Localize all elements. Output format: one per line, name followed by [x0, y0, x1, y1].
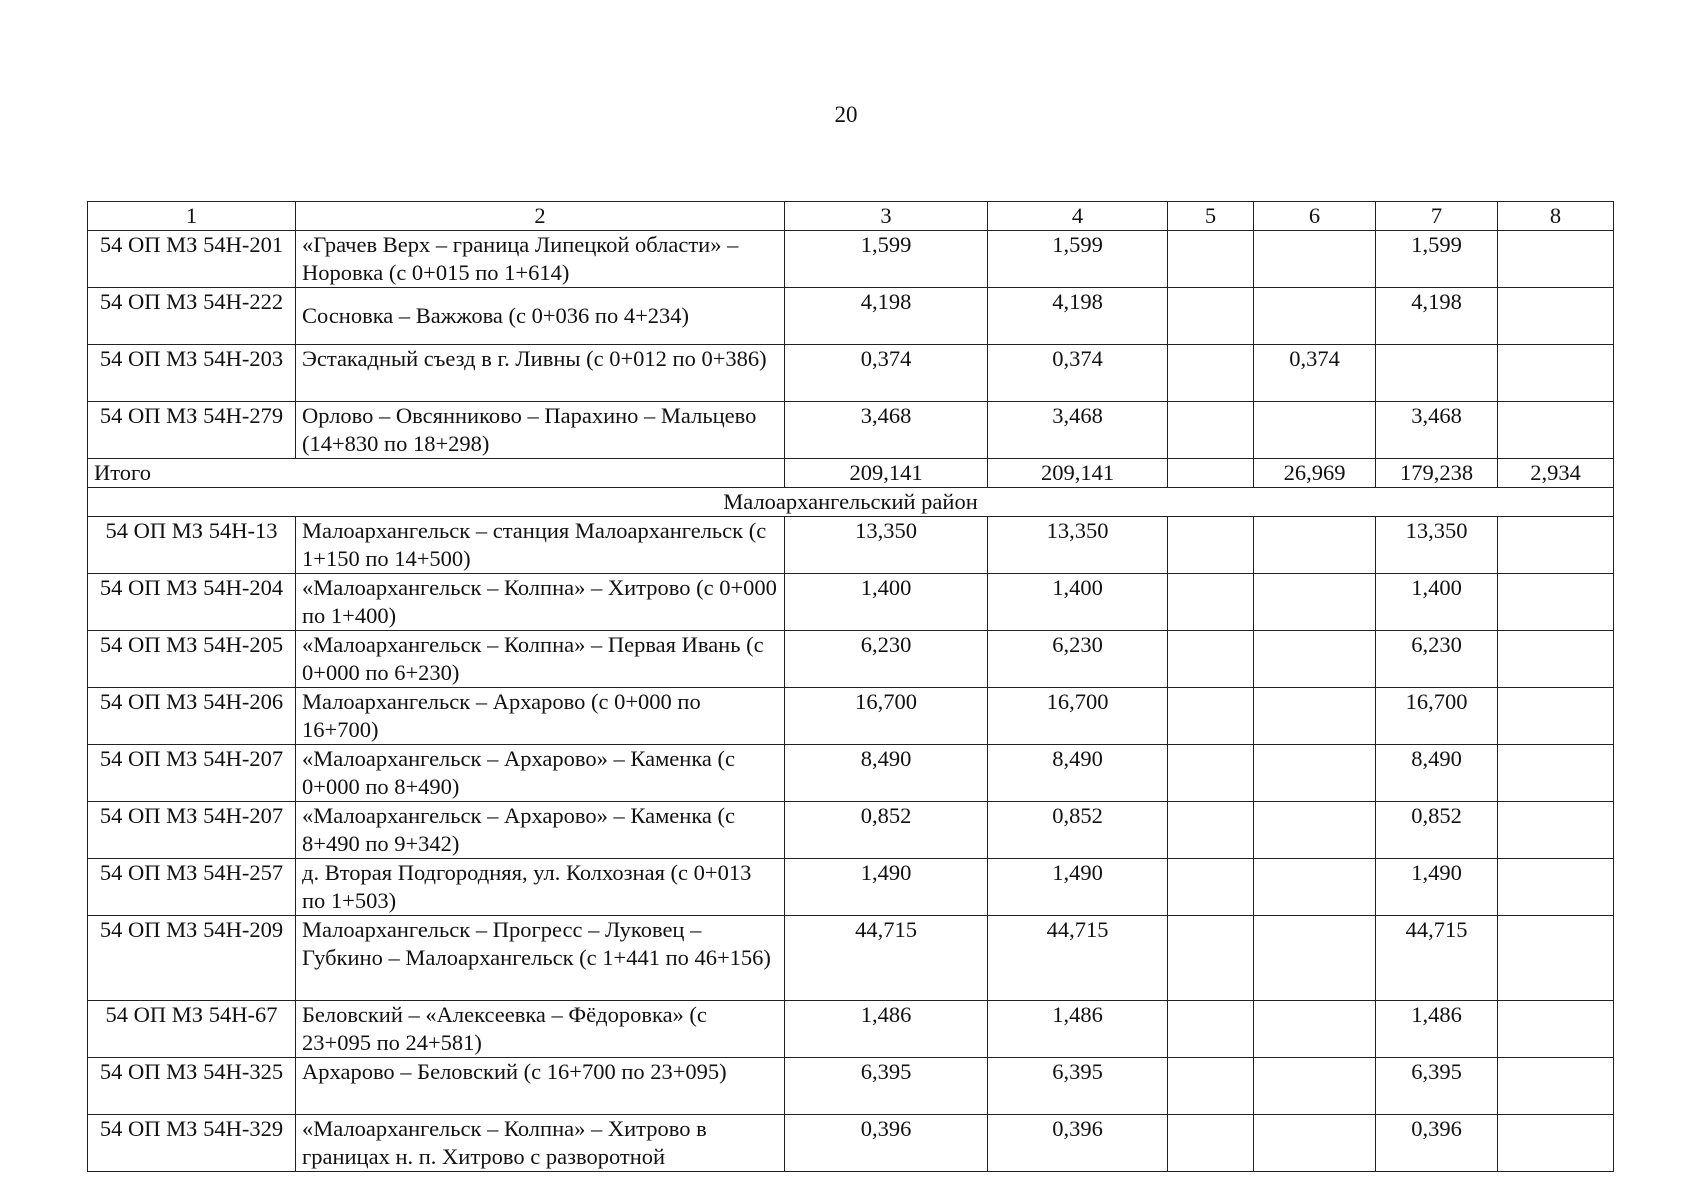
road-code: 54 ОП МЗ 54Н-204 — [88, 574, 296, 631]
cell-col4: 1,490 — [988, 859, 1168, 916]
road-name: «Малоархангельск – Архарово» – Каменка (с 8+490 по 9+342) — [296, 802, 785, 859]
cell-col3: 1,400 — [785, 574, 988, 631]
roads-table — [87, 201, 1614, 1172]
cell-col7: 6,395 — [1376, 1058, 1498, 1115]
column-header: 3 — [785, 202, 988, 231]
cell-col3: 0,374 — [785, 345, 988, 402]
table-row — [88, 688, 1614, 745]
cell-col3: 6,395 — [785, 1058, 988, 1115]
cell-col6 — [1254, 1001, 1376, 1058]
cell-col3: 4,198 — [785, 288, 988, 345]
road-name: Эстакадный съезд в г. Ливны (с 0+012 по 0+386) — [296, 345, 785, 402]
cell-col8 — [1498, 688, 1614, 745]
column-header: 5 — [1168, 202, 1254, 231]
cell-col8 — [1498, 345, 1614, 402]
table-row — [88, 916, 1614, 1001]
cell-col8 — [1498, 631, 1614, 688]
road-code: 54 ОП МЗ 54Н-207 — [88, 802, 296, 859]
cell-col8 — [1498, 745, 1614, 802]
total-label: Итого — [88, 459, 785, 488]
cell-col6 — [1254, 745, 1376, 802]
road-code: 54 ОП МЗ 54Н-207 — [88, 745, 296, 802]
cell-col6 — [1254, 402, 1376, 459]
total-col5 — [1168, 459, 1254, 488]
cell-col8 — [1498, 1001, 1614, 1058]
cell-col8 — [1498, 402, 1614, 459]
column-header: 6 — [1254, 202, 1376, 231]
cell-col5 — [1168, 631, 1254, 688]
cell-col7: 3,468 — [1376, 402, 1498, 459]
cell-col5 — [1168, 517, 1254, 574]
cell-col6 — [1254, 916, 1376, 1001]
cell-col6 — [1254, 574, 1376, 631]
road-name: «Малоархангельск – Колпна» – Хитрово (с 0+000 по 1+400) — [296, 574, 785, 631]
road-code: 54 ОП МЗ 54Н-222 — [88, 288, 296, 345]
cell-col4: 44,715 — [988, 916, 1168, 1001]
road-code: 54 ОП МЗ 54Н-13 — [88, 517, 296, 574]
cell-col6 — [1254, 631, 1376, 688]
cell-col7: 0,852 — [1376, 802, 1498, 859]
cell-col4: 6,395 — [988, 1058, 1168, 1115]
cell-col6 — [1254, 802, 1376, 859]
cell-col5 — [1168, 859, 1254, 916]
cell-col3: 1,486 — [785, 1001, 988, 1058]
cell-col4: 1,599 — [988, 231, 1168, 288]
cell-col3: 44,715 — [785, 916, 988, 1001]
cell-col5 — [1168, 231, 1254, 288]
column-header: 7 — [1376, 202, 1498, 231]
cell-col5 — [1168, 402, 1254, 459]
table-row — [88, 1058, 1614, 1115]
cell-col7: 16,700 — [1376, 688, 1498, 745]
cell-col7: 44,715 — [1376, 916, 1498, 1001]
cell-col3: 13,350 — [785, 517, 988, 574]
cell-col4: 8,490 — [988, 745, 1168, 802]
table-row — [88, 288, 1614, 345]
cell-col7: 6,230 — [1376, 631, 1498, 688]
cell-col5 — [1168, 574, 1254, 631]
cell-col8 — [1498, 1115, 1614, 1172]
cell-col4: 1,486 — [988, 1001, 1168, 1058]
cell-col8 — [1498, 916, 1614, 1001]
total-col4: 209,141 — [988, 459, 1168, 488]
cell-col4: 3,468 — [988, 402, 1168, 459]
road-code: 54 ОП МЗ 54Н-205 — [88, 631, 296, 688]
table-row — [88, 345, 1614, 402]
district-row — [88, 488, 1614, 517]
road-name: Сосновка – Важжова (с 0+036 по 4+234) — [296, 288, 785, 345]
road-code: 54 ОП МЗ 54Н-279 — [88, 402, 296, 459]
cell-col3: 0,396 — [785, 1115, 988, 1172]
table-row — [88, 745, 1614, 802]
cell-col4: 6,230 — [988, 631, 1168, 688]
column-header: 8 — [1498, 202, 1614, 231]
cell-col4: 16,700 — [988, 688, 1168, 745]
cell-col4: 4,198 — [988, 288, 1168, 345]
cell-col8 — [1498, 859, 1614, 916]
cell-col5 — [1168, 1115, 1254, 1172]
cell-col6 — [1254, 231, 1376, 288]
cell-col5 — [1168, 288, 1254, 345]
cell-col4: 0,852 — [988, 802, 1168, 859]
cell-col7: 1,599 — [1376, 231, 1498, 288]
cell-col5 — [1168, 345, 1254, 402]
cell-col7: 0,396 — [1376, 1115, 1498, 1172]
table-row — [88, 517, 1614, 574]
road-name: «Грачев Верх – граница Липецкой области» – Норовка (с 0+015 по 1+614) — [296, 231, 785, 288]
road-name: Малоархангельск – станция Малоархангельск (с 1+150 по 14+500) — [296, 517, 785, 574]
cell-col7: 4,198 — [1376, 288, 1498, 345]
cell-col6 — [1254, 1115, 1376, 1172]
table-row — [88, 574, 1614, 631]
cell-col7 — [1376, 345, 1498, 402]
cell-col6 — [1254, 517, 1376, 574]
cell-col6 — [1254, 1058, 1376, 1115]
cell-col7: 1,400 — [1376, 574, 1498, 631]
cell-col5 — [1168, 1058, 1254, 1115]
cell-col8 — [1498, 517, 1614, 574]
cell-col7: 13,350 — [1376, 517, 1498, 574]
total-col7: 179,238 — [1376, 459, 1498, 488]
road-code: 54 ОП МЗ 54Н-325 — [88, 1058, 296, 1115]
table-row — [88, 631, 1614, 688]
cell-col6 — [1254, 859, 1376, 916]
table-row — [88, 1001, 1614, 1058]
cell-col6: 0,374 — [1254, 345, 1376, 402]
road-name: «Малоархангельск – Архарово» – Каменка (с 0+000 по 8+490) — [296, 745, 785, 802]
table-row — [88, 859, 1614, 916]
cell-col4: 13,350 — [988, 517, 1168, 574]
road-name: Беловский – «Алексеевка – Фёдоровка» (с 23+095 по 24+581) — [296, 1001, 785, 1058]
cell-col5 — [1168, 1001, 1254, 1058]
cell-col5 — [1168, 916, 1254, 1001]
road-name: Малоархангельск – Архарово (с 0+000 по 16+700) — [296, 688, 785, 745]
road-code: 54 ОП МЗ 54Н-209 — [88, 916, 296, 1001]
total-col8: 2,934 — [1498, 459, 1614, 488]
road-name: д. Вторая Подгородняя, ул. Колхозная (с 0+013 по 1+503) — [296, 859, 785, 916]
cell-col6 — [1254, 688, 1376, 745]
cell-col4: 0,396 — [988, 1115, 1168, 1172]
road-code: 54 ОП МЗ 54Н-201 — [88, 231, 296, 288]
cell-col3: 8,490 — [785, 745, 988, 802]
road-code: 54 ОП МЗ 54Н-329 — [88, 1115, 296, 1172]
column-header: 4 — [988, 202, 1168, 231]
column-header: 2 — [296, 202, 785, 231]
table-row — [88, 402, 1614, 459]
road-name: Малоархангельск – Прогресс – Луковец – Губкино – Малоархангельск (с 1+441 по 46+156) — [296, 916, 785, 1001]
cell-col3: 1,490 — [785, 859, 988, 916]
cell-col5 — [1168, 745, 1254, 802]
district-heading: Малоархангельский район — [88, 488, 1614, 517]
table-row — [88, 1115, 1614, 1172]
road-code: 54 ОП МЗ 54Н-206 — [88, 688, 296, 745]
cell-col5 — [1168, 802, 1254, 859]
cell-col8 — [1498, 1058, 1614, 1115]
column-header-row — [88, 202, 1614, 231]
cell-col7: 1,486 — [1376, 1001, 1498, 1058]
road-name: Орлово – Овсянниково – Парахино – Мальцево (14+830 по 18+298) — [296, 402, 785, 459]
cell-col3: 0,852 — [785, 802, 988, 859]
cell-col3: 3,468 — [785, 402, 988, 459]
cell-col4: 1,400 — [988, 574, 1168, 631]
cell-col4: 0,374 — [988, 345, 1168, 402]
cell-col3: 1,599 — [785, 231, 988, 288]
road-name: «Малоархангельск – Колпна» – Первая Ивань (с 0+000 по 6+230) — [296, 631, 785, 688]
total-row — [88, 459, 1614, 488]
cell-col3: 6,230 — [785, 631, 988, 688]
cell-col8 — [1498, 231, 1614, 288]
cell-col8 — [1498, 574, 1614, 631]
road-name: Архарово – Беловский (с 16+700 по 23+095) — [296, 1058, 785, 1115]
column-header: 1 — [88, 202, 296, 231]
cell-col8 — [1498, 288, 1614, 345]
cell-col5 — [1168, 688, 1254, 745]
road-code: 54 ОП МЗ 54Н-203 — [88, 345, 296, 402]
road-code: 54 ОП МЗ 54Н-257 — [88, 859, 296, 916]
road-name: «Малоархангельск – Колпна» – Хитрово в границах н. п. Хитрово с разворотной — [296, 1115, 785, 1172]
total-col3: 209,141 — [785, 459, 988, 488]
cell-col8 — [1498, 802, 1614, 859]
cell-col6 — [1254, 288, 1376, 345]
cell-col7: 8,490 — [1376, 745, 1498, 802]
total-col6: 26,969 — [1254, 459, 1376, 488]
table-row — [88, 802, 1614, 859]
cell-col3: 16,700 — [785, 688, 988, 745]
road-code: 54 ОП МЗ 54Н-67 — [88, 1001, 296, 1058]
cell-col7: 1,490 — [1376, 859, 1498, 916]
table-row — [88, 231, 1614, 288]
page-number: 20 — [834, 102, 858, 127]
